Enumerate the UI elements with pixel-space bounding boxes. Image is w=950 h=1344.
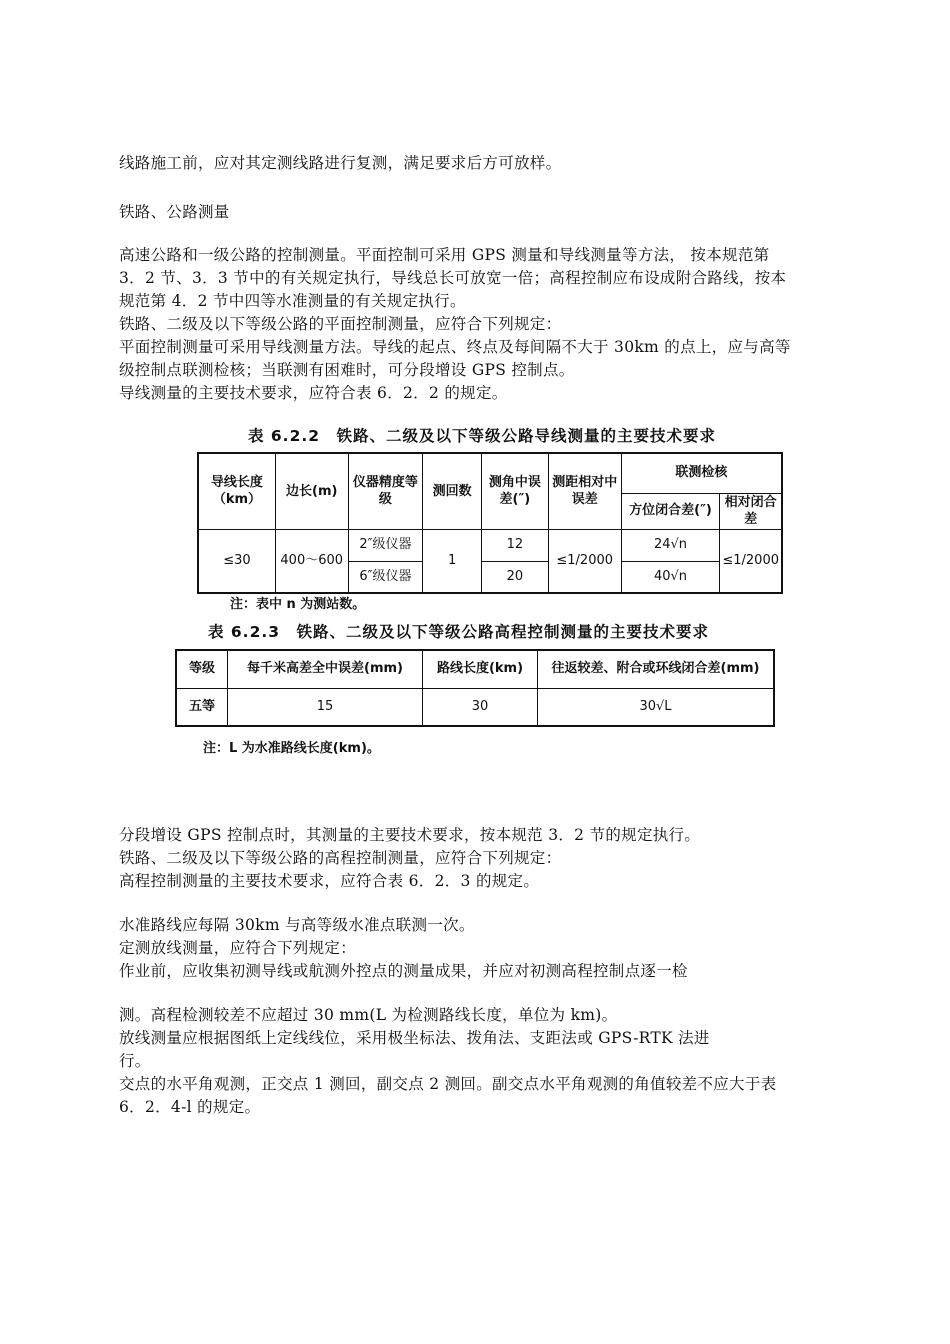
paragraph: 高速公路和一级公路的控制测量。平面控制可采用 GPS 测量和导线测量等方法， 按本规范第 — [119, 246, 770, 264]
header-azimuth: 方位闭合差(″) — [621, 493, 720, 529]
cell-grade: 五等 — [176, 688, 228, 726]
table-note: 注：L 为水准路线长度(km)。 — [203, 741, 380, 756]
paragraph: 分段增设 GPS 控制点时，其测量的主要技术要求，按本规范 3．2 节的规定执行。 — [119, 826, 701, 844]
cell-angle: 12 — [482, 529, 549, 561]
cell-relative: ≤1/2000 — [720, 529, 782, 593]
cell-angle: 20 — [482, 561, 549, 593]
cell-error: 15 — [228, 688, 423, 726]
cell-azimuth: 24√n — [621, 529, 720, 561]
cell-grade: 2″级仪器 — [348, 529, 423, 561]
cell-closure: 30√L — [538, 688, 775, 726]
paragraph: 交点的水平角观测，正交点 1 测回，副交点 2 测回。副交点水平角观测的角值较差不应大于表 — [119, 1075, 777, 1093]
paragraph: 线路施工前，应对其定测线路进行复测，满足要求后方可放样。 — [119, 154, 562, 172]
traverse-table — [197, 452, 783, 594]
header-side: 边长(m) — [275, 453, 348, 529]
paragraph: 测。高程检测较差不应超过 30 mm(L 为检测路线长度，单位为 km)。 — [119, 1006, 618, 1024]
header-closure: 往返较差、附合或环线闭合差(mm) — [538, 650, 775, 688]
header-error: 每千米高差全中误差(mm) — [228, 650, 423, 688]
table-title: 表 6.2.2 铁路、二级及以下等级公路导线测量的主要技术要求 — [248, 427, 717, 445]
paragraph: 定测放线测量，应符合下列规定： — [119, 939, 357, 957]
leveling-table — [175, 649, 775, 727]
header-rounds: 测回数 — [423, 453, 482, 529]
section-heading: 铁路、公路测量 — [119, 203, 230, 221]
header-distance-error: 测距相对中误差 — [548, 453, 621, 529]
cell-azimuth: 40√n — [621, 561, 720, 593]
cell-length: 30 — [423, 688, 538, 726]
header-length: 导线长度（km） — [198, 453, 275, 529]
cell-distance: ≤1/2000 — [548, 529, 621, 593]
cell-side: 400～600 — [275, 529, 348, 593]
paragraph: 3．2 节、3．3 节中的有关规定执行，导线总长可放宽一倍；高程控制应布设成附合路线，按本 — [119, 269, 787, 287]
paragraph: 6．2．4-l 的规定。 — [119, 1098, 261, 1116]
header-check: 联测检核 — [621, 453, 782, 493]
header-length: 路线长度(km) — [423, 650, 538, 688]
paragraph: 行。 — [119, 1052, 151, 1070]
cell-rounds: 1 — [423, 529, 482, 593]
paragraph: 规范第 4．2 节中四等水准测量的有关规定执行。 — [119, 292, 466, 310]
paragraph: 级控制点联测检核；当联测有困难时，可分段增设 GPS 控制点。 — [119, 361, 575, 379]
header-angle-error: 测角中误差(″) — [482, 453, 549, 529]
header-grade: 等级 — [176, 650, 228, 688]
paragraph: 水准路线应每隔 30km 与高等级水准点联测一次。 — [119, 916, 475, 934]
table-note: 注：表中 n 为测站数。 — [230, 597, 366, 612]
paragraph: 高程控制测量的主要技术要求，应符合表 6．2．3 的规定。 — [119, 872, 540, 890]
header-grade: 仪器精度等级 — [348, 453, 423, 529]
paragraph: 放线测量应根据图纸上定线线位，采用极坐标法、拨角法、支距法或 GPS-RTK 法进 — [119, 1029, 710, 1047]
paragraph: 铁路、二级及以下等级公路的高程控制测量，应符合下列规定： — [119, 849, 562, 867]
paragraph: 导线测量的主要技术要求，应符合表 6．2．2 的规定。 — [119, 384, 508, 402]
table-title: 表 6.2.3 铁路、二级及以下等级公路高程控制测量的主要技术要求 — [208, 623, 710, 641]
cell-length: ≤30 — [198, 529, 275, 593]
header-relative: 相对闭合差 — [720, 493, 782, 529]
cell-grade: 6″级仪器 — [348, 561, 423, 593]
paragraph: 铁路、二级及以下等级公路的平面控制测量，应符合下列规定： — [119, 315, 562, 333]
paragraph: 作业前，应收集初测导线或航测外控点的测量成果，并应对初测高程控制点逐一检 — [119, 962, 688, 980]
paragraph: 平面控制测量可采用导线测量方法。导线的起点、终点及每间隔不大于 30km 的点上，应与高等 — [119, 338, 791, 356]
